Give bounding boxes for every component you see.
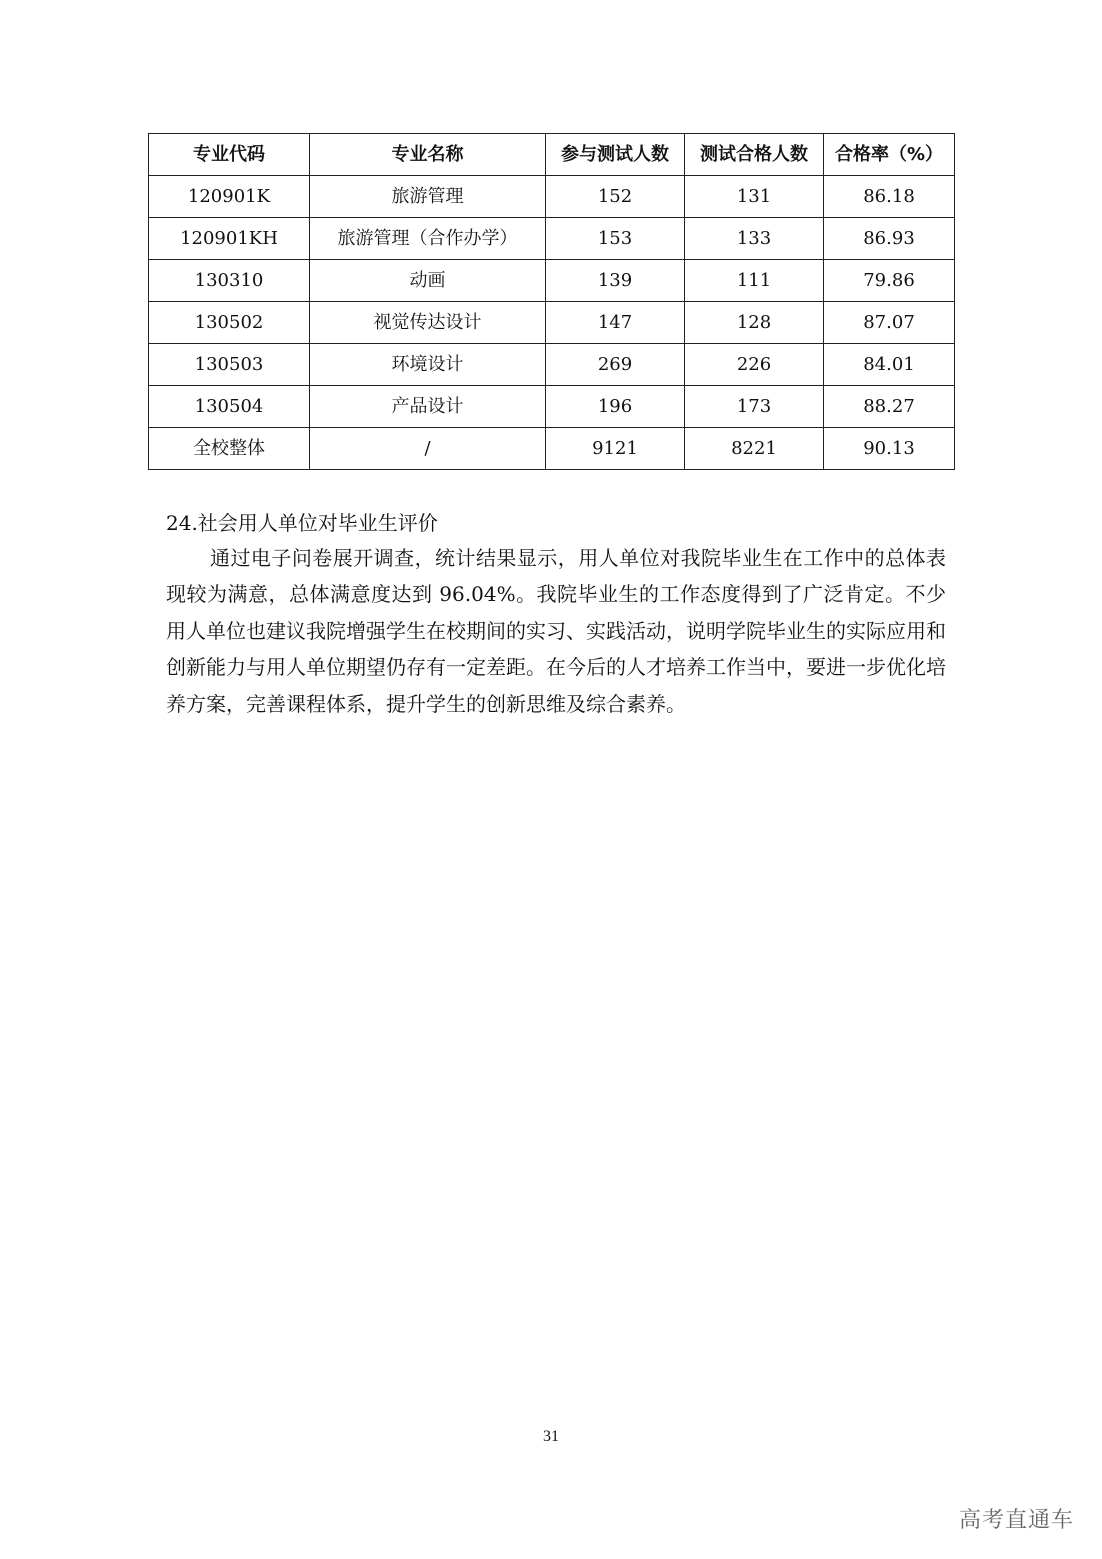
header-passed: 测试合格人数 — [685, 134, 824, 176]
header-pass-rate: 合格率（%） — [824, 134, 955, 176]
header-participants: 参与测试人数 — [546, 134, 685, 176]
section-paragraph: 通过电子问卷展开调查，统计结果显示，用人单位对我院毕业生在工作中的总体表现较为满意，总体满意度达到 96.04%。我院毕业生的工作态度得到了广泛肯定。不少用人单位也建议我院增强学生在校期间的实习、实践活动，说明学院毕业生的实际应用和创新能力与用人单位期望仍存有一定差距。在今后的人才培养工作当中，要进一步优化培养方案，完善课程体系，提升学生的创新思维及综合素养。 — [166, 546, 946, 716]
cell-pass-rate: 87.07 — [824, 302, 955, 344]
cell-major-name: 旅游管理 — [310, 176, 546, 218]
cell-pass-rate: 88.27 — [824, 386, 955, 428]
cell-major-name: 环境设计 — [310, 344, 546, 386]
table-row — [149, 176, 955, 218]
cell-major-name: / — [310, 428, 546, 470]
cell-passed: 131 — [685, 176, 824, 218]
cell-participants: 139 — [546, 260, 685, 302]
cell-passed: 133 — [685, 218, 824, 260]
section-heading: 24.社会用人单位对毕业生评价 — [166, 511, 438, 535]
cell-passed: 8221 — [685, 428, 824, 470]
cell-major-name: 旅游管理（合作办学） — [310, 218, 546, 260]
cell-passed: 173 — [685, 386, 824, 428]
watermark-logo: 高考直通车 — [958, 1508, 1074, 1533]
cell-major-name: 产品设计 — [310, 386, 546, 428]
cell-major-code: 120901KH — [149, 218, 310, 260]
cell-participants: 269 — [546, 344, 685, 386]
table-row — [149, 386, 955, 428]
cell-major-name: 视觉传达设计 — [310, 302, 546, 344]
cell-pass-rate: 86.93 — [824, 218, 955, 260]
cell-participants: 153 — [546, 218, 685, 260]
header-major-name: 专业名称 — [310, 134, 546, 176]
cell-passed: 111 — [685, 260, 824, 302]
cell-pass-rate: 86.18 — [824, 176, 955, 218]
table-row — [149, 260, 955, 302]
cell-major-code: 全校整体 — [149, 428, 310, 470]
header-major-code: 专业代码 — [149, 134, 310, 176]
cell-pass-rate: 84.01 — [824, 344, 955, 386]
cell-major-name: 动画 — [310, 260, 546, 302]
cell-major-code: 130503 — [149, 344, 310, 386]
table-header-row — [149, 134, 955, 176]
cell-major-code: 130504 — [149, 386, 310, 428]
cell-passed: 226 — [685, 344, 824, 386]
cell-pass-rate: 79.86 — [824, 260, 955, 302]
table-row-total — [149, 428, 955, 470]
cell-pass-rate: 90.13 — [824, 428, 955, 470]
page-number: 31 — [543, 1428, 559, 1445]
cell-participants: 196 — [546, 386, 685, 428]
cell-passed: 128 — [685, 302, 824, 344]
cell-major-code: 130502 — [149, 302, 310, 344]
cell-participants: 147 — [546, 302, 685, 344]
cell-participants: 9121 — [546, 428, 685, 470]
table-row — [149, 344, 955, 386]
cell-participants: 152 — [546, 176, 685, 218]
cell-major-code: 120901K — [149, 176, 310, 218]
pass-rate-table — [148, 133, 955, 470]
cell-major-code: 130310 — [149, 260, 310, 302]
table-row — [149, 218, 955, 260]
table-row — [149, 302, 955, 344]
